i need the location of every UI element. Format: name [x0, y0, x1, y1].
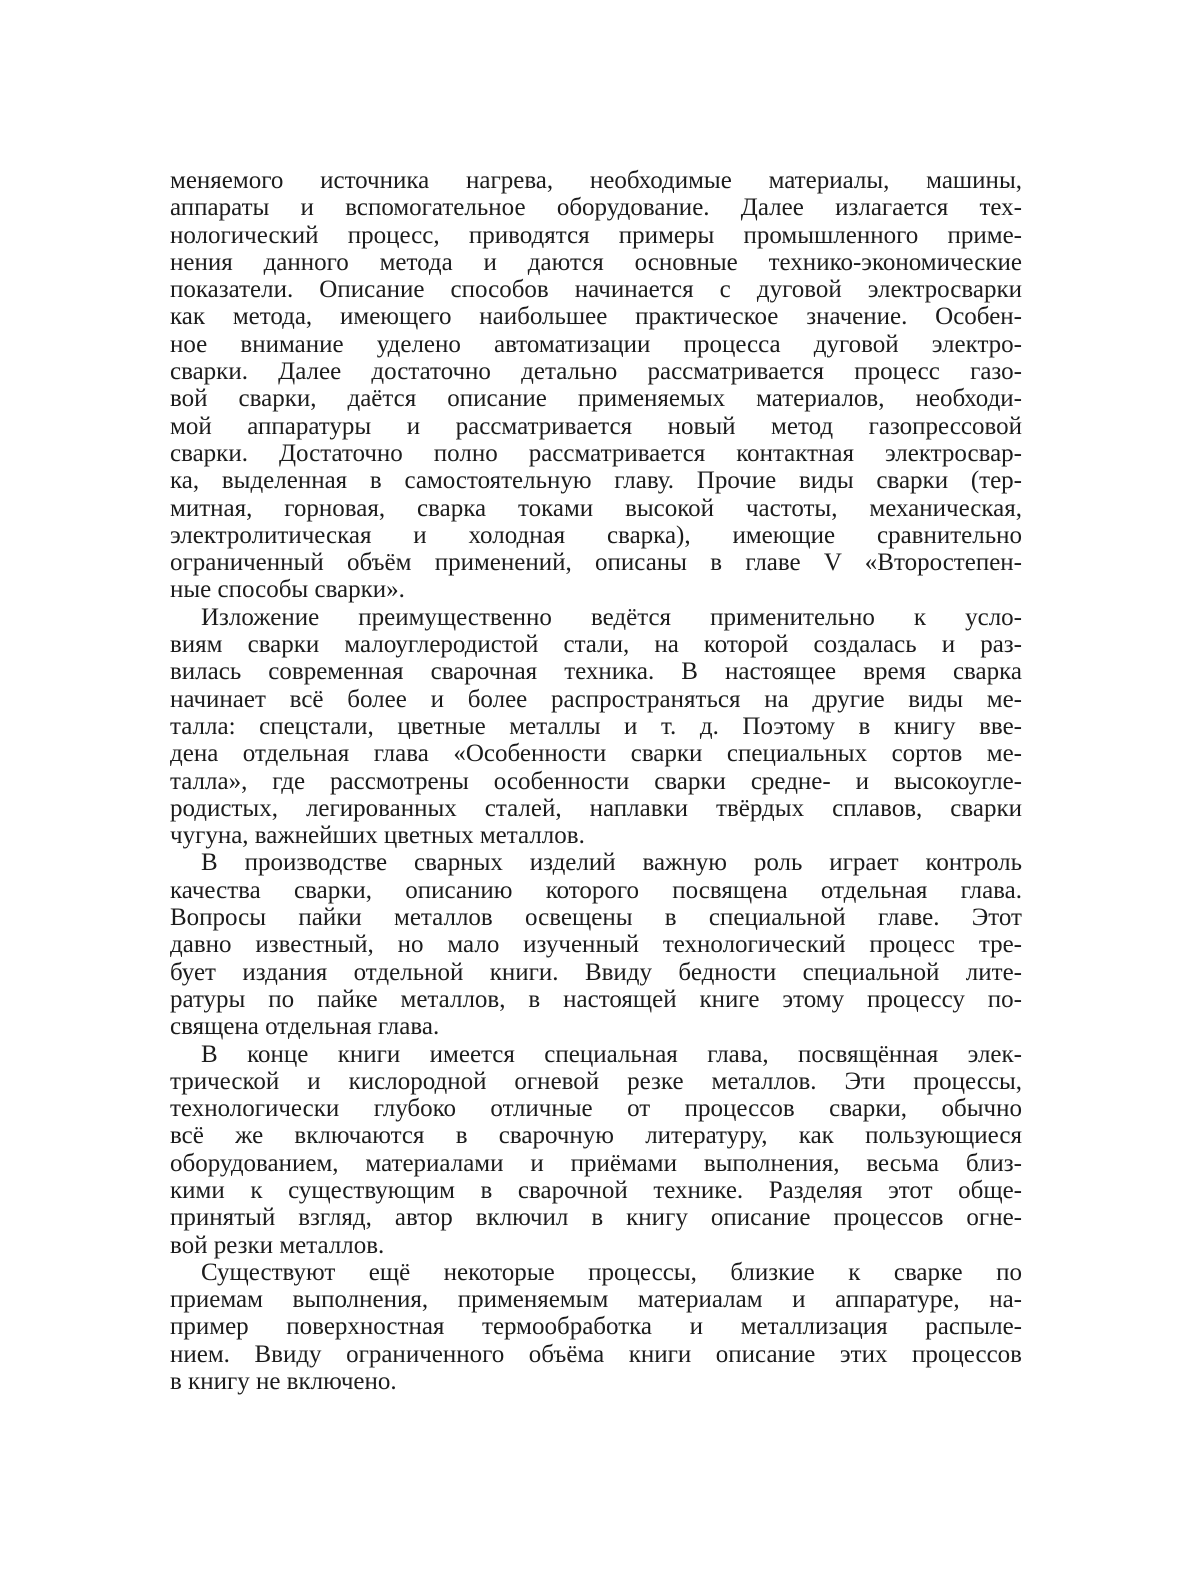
body-text — [170, 167, 1022, 1395]
text-line: трической и кислородной огневой резке металлов. Эти процессы, — [170, 1067, 1022, 1095]
text-line: нием. Ввиду ограниченного объёма книги описание этих процессов — [170, 1340, 1022, 1368]
text-line: приемам выполнения, применяемым материалам и аппаратуре, на- — [170, 1286, 1022, 1314]
text-line: кими к существующим в сварочной технике. Разделяя этот обще- — [170, 1176, 1022, 1204]
text-line: вой сварки, даётся описание применяемых материалов, необходи- — [170, 385, 1022, 413]
text-line: оборудованием, материалами и приёмами выполнения, весьма близ- — [170, 1149, 1022, 1177]
text-line: родистых, легированных сталей, наплавки твёрдых сплавов, сварки — [170, 794, 1022, 822]
text-line: начинает всё более и более распространяться на другие виды ме- — [170, 685, 1022, 713]
text-line: вилась современная сварочная техника. В настоящее время сварка — [170, 658, 1022, 686]
text-line: ные способы сварки». — [170, 576, 405, 604]
text-line: вой резки металлов. — [170, 1231, 385, 1259]
paragraph-4 — [170, 1041, 1022, 1259]
text-line: Вопросы пайки металлов освещены в специальной главе. Этот — [170, 904, 1022, 932]
text-line: нения данного метода и даются основные технико-экономические — [170, 248, 1022, 276]
text-line: В производстве сварных изделий важную роль играет контроль — [201, 849, 1022, 877]
text-line: талла», где рассмотрены особенности сварки средне- и высокоугле- — [170, 767, 1022, 795]
text-line: дена отдельная глава «Особенности сварки специальных сортов ме- — [170, 740, 1022, 768]
text-line: нологический процесс, приводятся примеры промышленного приме- — [170, 221, 1022, 249]
text-line: ратуры по пайке металлов, в настоящей книге этому процессу по- — [170, 985, 1022, 1013]
text-line: чугуна, важнейших цветных металлов. — [170, 822, 585, 850]
text-line: меняемого источника нагрева, необходимые материалы, машины, — [170, 167, 1022, 194]
text-line: ка, выделенная в самостоятельную главу. Прочие виды сварки (тер- — [170, 467, 1022, 495]
paragraph-2 — [170, 604, 1022, 850]
text-line: бует издания отдельной книги. Ввиду бедности специальной лите- — [170, 958, 1022, 986]
text-line: священа отдельная глава. — [170, 1013, 440, 1041]
text-line: аппараты и вспомогательное оборудование. Далее излагается тех- — [170, 194, 1022, 222]
paragraph-1 — [170, 167, 1022, 604]
text-line: Изложение преимущественно ведётся применительно к усло- — [201, 603, 1022, 631]
text-line: ное внимание уделено автоматизации процесса дуговой электро- — [170, 330, 1022, 358]
text-line: митная, горновая, сварка токами высокой частоты, механическая, — [170, 494, 1022, 522]
text-line: качества сварки, описанию которого посвящена отдельная глава. — [170, 876, 1022, 904]
text-line: талла: спецстали, цветные металлы и т. д. Поэтому в книгу вве- — [170, 712, 1022, 740]
text-line: электролитическая и холодная сварка), имеющие сравнительно — [170, 521, 1022, 549]
paragraph-3 — [170, 849, 1022, 1040]
text-line: В конце книги имеется специальная глава, посвящённая элек- — [201, 1040, 1022, 1068]
text-line: виям сварки малоуглеродистой стали, на которой создалась и раз- — [170, 631, 1022, 659]
text-line: сварки. Достаточно полно рассматривается контактная электросвар- — [170, 439, 1022, 467]
text-line: технологически глубоко отличные от процессов сварки, обычно — [170, 1095, 1022, 1123]
text-line: ограниченный объём применений, описаны в главе V «Второстепен- — [170, 549, 1022, 577]
text-line: в книгу не включено. — [170, 1368, 397, 1396]
text-line: мой аппаратуры и рассматривается новый метод газопрессовой — [170, 412, 1022, 440]
text-line: давно известный, но мало изученный технологический процесс тре- — [170, 931, 1022, 959]
text-line: показатели. Описание способов начинается с дуговой электросварки — [170, 276, 1022, 304]
text-line: принятый взгляд, автор включил в книгу описание процессов огне- — [170, 1204, 1022, 1232]
text-line: всё же включаются в сварочную литературу, как пользующиеся — [170, 1122, 1022, 1150]
text-line: как метода, имеющего наибольшее практическое значение. Особен- — [170, 303, 1022, 331]
text-line: сварки. Далее достаточно детально рассматривается процесс газо- — [170, 358, 1022, 386]
text-line: Существуют ещё некоторые процессы, близкие к сварке по — [201, 1258, 1022, 1286]
paragraph-5 — [170, 1259, 1022, 1395]
text-line: пример поверхностная термообработка и металлизация распыле- — [170, 1313, 1022, 1341]
